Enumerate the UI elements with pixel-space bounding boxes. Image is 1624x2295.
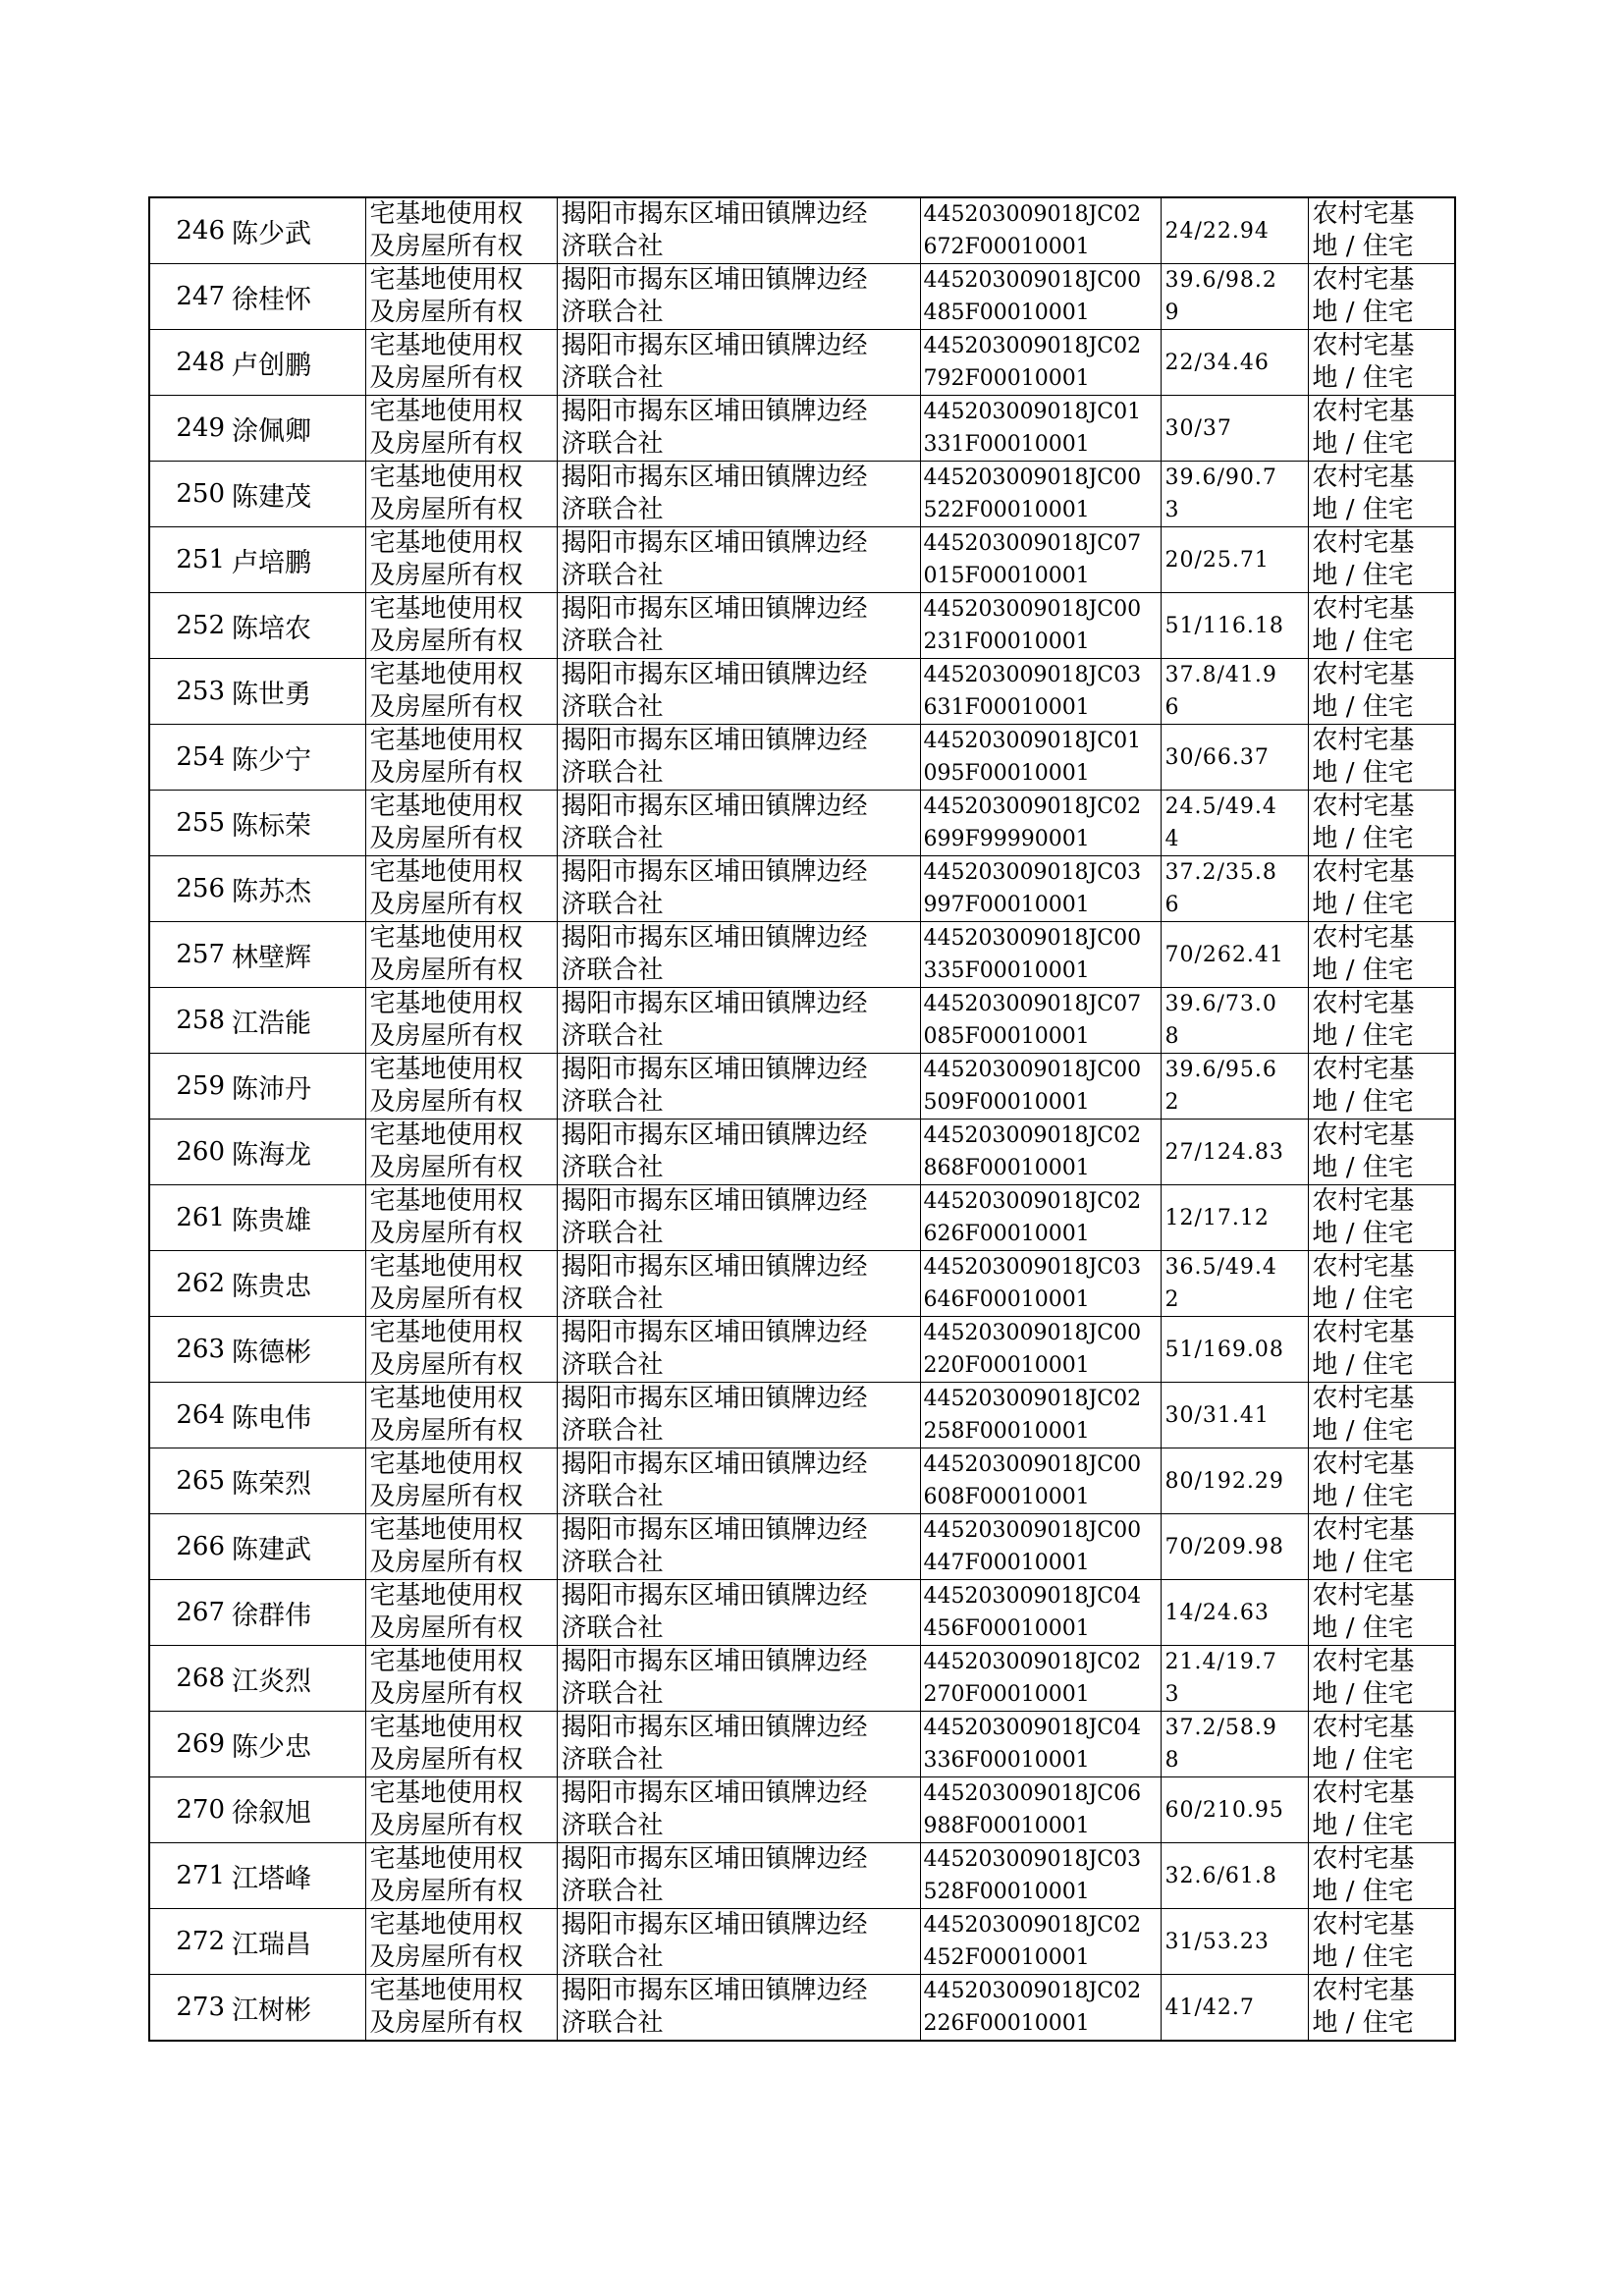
- row-number: 260: [149, 1120, 228, 1185]
- owner-name: 陈少忠: [228, 1712, 365, 1777]
- right-type: 宅基地使用权 及房屋所有权: [365, 1120, 557, 1185]
- area-value: 21.4/19.7 3: [1161, 1646, 1308, 1712]
- table-row: [149, 1054, 1455, 1120]
- owner-name: 江浩能: [228, 988, 365, 1054]
- owner-name: 陈建武: [228, 1514, 365, 1580]
- owner-name: 陈建茂: [228, 462, 365, 527]
- right-type: 宅基地使用权 及房屋所有权: [365, 264, 557, 330]
- table-row: [149, 593, 1455, 659]
- parcel-code: 445203009018JC06 988F00010001: [920, 1777, 1161, 1843]
- parcel-code: 445203009018JC01 331F00010001: [920, 396, 1161, 462]
- row-number: 257: [149, 922, 228, 988]
- owner-name: 江炎烈: [228, 1646, 365, 1712]
- collective-organization: 揭阳市揭东区埔田镇牌边经 济联合社: [557, 1514, 920, 1580]
- owner-name: 陈电伟: [228, 1383, 365, 1448]
- owner-name: 涂佩卿: [228, 396, 365, 462]
- area-value: 37.8/41.9 6: [1161, 659, 1308, 725]
- land-use: 农村宅基 地 / 住宅: [1308, 593, 1455, 659]
- right-type: 宅基地使用权 及房屋所有权: [365, 330, 557, 396]
- right-type: 宅基地使用权 及房屋所有权: [365, 1909, 557, 1975]
- land-use: 农村宅基 地 / 住宅: [1308, 1448, 1455, 1514]
- area-value: 27/124.83: [1161, 1120, 1308, 1185]
- area-value: 30/37: [1161, 396, 1308, 462]
- parcel-code: 445203009018JC02 258F00010001: [920, 1383, 1161, 1448]
- collective-organization: 揭阳市揭东区埔田镇牌边经 济联合社: [557, 1646, 920, 1712]
- land-use: 农村宅基 地 / 住宅: [1308, 330, 1455, 396]
- area-value: 37.2/58.9 8: [1161, 1712, 1308, 1777]
- table-row: [149, 1580, 1455, 1646]
- table-row: [149, 1383, 1455, 1448]
- row-number: 254: [149, 725, 228, 791]
- land-use: 农村宅基 地 / 住宅: [1308, 922, 1455, 988]
- collective-organization: 揭阳市揭东区埔田镇牌边经 济联合社: [557, 264, 920, 330]
- area-value: 39.6/73.0 8: [1161, 988, 1308, 1054]
- table-row: [149, 922, 1455, 988]
- land-use: 农村宅基 地 / 住宅: [1308, 1251, 1455, 1317]
- land-use: 农村宅基 地 / 住宅: [1308, 396, 1455, 462]
- right-type: 宅基地使用权 及房屋所有权: [365, 197, 557, 264]
- land-use: 农村宅基 地 / 住宅: [1308, 1185, 1455, 1251]
- owner-name: 陈培农: [228, 593, 365, 659]
- parcel-code: 445203009018JC02 270F00010001: [920, 1646, 1161, 1712]
- right-type: 宅基地使用权 及房屋所有权: [365, 1383, 557, 1448]
- area-value: 30/66.37: [1161, 725, 1308, 791]
- parcel-code: 445203009018JC01 095F00010001: [920, 725, 1161, 791]
- owner-name: 徐叙旭: [228, 1777, 365, 1843]
- parcel-code: 445203009018JC02 226F00010001: [920, 1975, 1161, 2042]
- parcel-code: 445203009018JC00 509F00010001: [920, 1054, 1161, 1120]
- table-row: [149, 1843, 1455, 1909]
- collective-organization: 揭阳市揭东区埔田镇牌边经 济联合社: [557, 1317, 920, 1383]
- row-number: 252: [149, 593, 228, 659]
- row-number: 273: [149, 1975, 228, 2042]
- area-value: 36.5/49.4 2: [1161, 1251, 1308, 1317]
- table-row: [149, 725, 1455, 791]
- right-type: 宅基地使用权 及房屋所有权: [365, 1251, 557, 1317]
- table-row: [149, 1448, 1455, 1514]
- right-type: 宅基地使用权 及房屋所有权: [365, 1646, 557, 1712]
- area-value: 20/25.71: [1161, 527, 1308, 593]
- collective-organization: 揭阳市揭东区埔田镇牌边经 济联合社: [557, 1975, 920, 2042]
- owner-name: 徐群伟: [228, 1580, 365, 1646]
- table-row: [149, 1777, 1455, 1843]
- area-value: 37.2/35.8 6: [1161, 856, 1308, 922]
- owner-name: 陈世勇: [228, 659, 365, 725]
- area-value: 70/262.41: [1161, 922, 1308, 988]
- land-use: 农村宅基 地 / 住宅: [1308, 856, 1455, 922]
- area-value: 12/17.12: [1161, 1185, 1308, 1251]
- registry-table: [148, 196, 1456, 2042]
- owner-name: 陈德彬: [228, 1317, 365, 1383]
- row-number: 247: [149, 264, 228, 330]
- owner-name: 徐桂怀: [228, 264, 365, 330]
- registry-table-body: [149, 197, 1455, 2041]
- parcel-code: 445203009018JC00 335F00010001: [920, 922, 1161, 988]
- area-value: 24/22.94: [1161, 197, 1308, 264]
- area-value: 60/210.95: [1161, 1777, 1308, 1843]
- right-type: 宅基地使用权 及房屋所有权: [365, 396, 557, 462]
- parcel-code: 445203009018JC03 528F00010001: [920, 1843, 1161, 1909]
- right-type: 宅基地使用权 及房屋所有权: [365, 988, 557, 1054]
- row-number: 255: [149, 791, 228, 856]
- land-use: 农村宅基 地 / 住宅: [1308, 791, 1455, 856]
- owner-name: 江塔峰: [228, 1843, 365, 1909]
- area-value: 51/116.18: [1161, 593, 1308, 659]
- collective-organization: 揭阳市揭东区埔田镇牌边经 济联合社: [557, 197, 920, 264]
- owner-name: 卢培鹏: [228, 527, 365, 593]
- table-row: [149, 856, 1455, 922]
- owner-name: 江树彬: [228, 1975, 365, 2042]
- collective-organization: 揭阳市揭东区埔田镇牌边经 济联合社: [557, 1054, 920, 1120]
- row-number: 271: [149, 1843, 228, 1909]
- right-type: 宅基地使用权 及房屋所有权: [365, 1843, 557, 1909]
- table-row: [149, 527, 1455, 593]
- area-value: 14/24.63: [1161, 1580, 1308, 1646]
- land-use: 农村宅基 地 / 住宅: [1308, 1383, 1455, 1448]
- land-use: 农村宅基 地 / 住宅: [1308, 725, 1455, 791]
- land-use: 农村宅基 地 / 住宅: [1308, 1054, 1455, 1120]
- parcel-code: 445203009018JC00 447F00010001: [920, 1514, 1161, 1580]
- land-use: 农村宅基 地 / 住宅: [1308, 1317, 1455, 1383]
- table-row: [149, 659, 1455, 725]
- land-use: 农村宅基 地 / 住宅: [1308, 659, 1455, 725]
- land-use: 农村宅基 地 / 住宅: [1308, 1843, 1455, 1909]
- land-use: 农村宅基 地 / 住宅: [1308, 1975, 1455, 2042]
- collective-organization: 揭阳市揭东区埔田镇牌边经 济联合社: [557, 1777, 920, 1843]
- collective-organization: 揭阳市揭东区埔田镇牌边经 济联合社: [557, 527, 920, 593]
- land-use: 农村宅基 地 / 住宅: [1308, 1777, 1455, 1843]
- row-number: 272: [149, 1909, 228, 1975]
- right-type: 宅基地使用权 及房屋所有权: [365, 1712, 557, 1777]
- parcel-code: 445203009018JC02 699F99990001: [920, 791, 1161, 856]
- owner-name: 陈少武: [228, 197, 365, 264]
- right-type: 宅基地使用权 及房屋所有权: [365, 1317, 557, 1383]
- area-value: 39.6/95.6 2: [1161, 1054, 1308, 1120]
- table-row: [149, 791, 1455, 856]
- right-type: 宅基地使用权 及房屋所有权: [365, 1975, 557, 2042]
- row-number: 256: [149, 856, 228, 922]
- right-type: 宅基地使用权 及房屋所有权: [365, 1448, 557, 1514]
- collective-organization: 揭阳市揭东区埔田镇牌边经 济联合社: [557, 1185, 920, 1251]
- land-use: 农村宅基 地 / 住宅: [1308, 1909, 1455, 1975]
- row-number: 265: [149, 1448, 228, 1514]
- parcel-code: 445203009018JC03 646F00010001: [920, 1251, 1161, 1317]
- collective-organization: 揭阳市揭东区埔田镇牌边经 济联合社: [557, 725, 920, 791]
- row-number: 258: [149, 988, 228, 1054]
- table-row: [149, 462, 1455, 527]
- area-value: 70/209.98: [1161, 1514, 1308, 1580]
- table-row: [149, 396, 1455, 462]
- row-number: 251: [149, 527, 228, 593]
- table-row: [149, 197, 1455, 264]
- right-type: 宅基地使用权 及房屋所有权: [365, 659, 557, 725]
- parcel-code: 445203009018JC03 631F00010001: [920, 659, 1161, 725]
- parcel-code: 445203009018JC02 672F00010001: [920, 197, 1161, 264]
- collective-organization: 揭阳市揭东区埔田镇牌边经 济联合社: [557, 1120, 920, 1185]
- right-type: 宅基地使用权 及房屋所有权: [365, 1514, 557, 1580]
- owner-name: 陈苏杰: [228, 856, 365, 922]
- parcel-code: 445203009018JC00 608F00010001: [920, 1448, 1161, 1514]
- land-use: 农村宅基 地 / 住宅: [1308, 988, 1455, 1054]
- collective-organization: 揭阳市揭东区埔田镇牌边经 济联合社: [557, 396, 920, 462]
- parcel-code: 445203009018JC02 626F00010001: [920, 1185, 1161, 1251]
- collective-organization: 揭阳市揭东区埔田镇牌边经 济联合社: [557, 791, 920, 856]
- row-number: 259: [149, 1054, 228, 1120]
- land-use: 农村宅基 地 / 住宅: [1308, 1580, 1455, 1646]
- area-value: 22/34.46: [1161, 330, 1308, 396]
- owner-name: 陈贵忠: [228, 1251, 365, 1317]
- table-row: [149, 1975, 1455, 2042]
- collective-organization: 揭阳市揭东区埔田镇牌边经 济联合社: [557, 1580, 920, 1646]
- parcel-code: 445203009018JC07 015F00010001: [920, 527, 1161, 593]
- land-use: 农村宅基 地 / 住宅: [1308, 1712, 1455, 1777]
- parcel-code: 445203009018JC00 485F00010001: [920, 264, 1161, 330]
- table-row: [149, 1317, 1455, 1383]
- collective-organization: 揭阳市揭东区埔田镇牌边经 济联合社: [557, 988, 920, 1054]
- collective-organization: 揭阳市揭东区埔田镇牌边经 济联合社: [557, 1843, 920, 1909]
- row-number: 261: [149, 1185, 228, 1251]
- land-use: 农村宅基 地 / 住宅: [1308, 197, 1455, 264]
- table-row: [149, 1712, 1455, 1777]
- table-row: [149, 1251, 1455, 1317]
- parcel-code: 445203009018JC04 336F00010001: [920, 1712, 1161, 1777]
- row-number: 249: [149, 396, 228, 462]
- area-value: 24.5/49.4 4: [1161, 791, 1308, 856]
- collective-organization: 揭阳市揭东区埔田镇牌边经 济联合社: [557, 1383, 920, 1448]
- area-value: 80/192.29: [1161, 1448, 1308, 1514]
- owner-name: 陈海龙: [228, 1120, 365, 1185]
- right-type: 宅基地使用权 及房屋所有权: [365, 725, 557, 791]
- collective-organization: 揭阳市揭东区埔田镇牌边经 济联合社: [557, 922, 920, 988]
- right-type: 宅基地使用权 及房屋所有权: [365, 527, 557, 593]
- row-number: 266: [149, 1514, 228, 1580]
- right-type: 宅基地使用权 及房屋所有权: [365, 856, 557, 922]
- owner-name: 江瑞昌: [228, 1909, 365, 1975]
- table-row: [149, 1120, 1455, 1185]
- land-use: 农村宅基 地 / 住宅: [1308, 264, 1455, 330]
- collective-organization: 揭阳市揭东区埔田镇牌边经 济联合社: [557, 593, 920, 659]
- right-type: 宅基地使用权 及房屋所有权: [365, 462, 557, 527]
- owner-name: 陈荣烈: [228, 1448, 365, 1514]
- land-use: 农村宅基 地 / 住宅: [1308, 1646, 1455, 1712]
- collective-organization: 揭阳市揭东区埔田镇牌边经 济联合社: [557, 659, 920, 725]
- owner-name: 卢创鹏: [228, 330, 365, 396]
- owner-name: 陈沛丹: [228, 1054, 365, 1120]
- area-value: 30/31.41: [1161, 1383, 1308, 1448]
- owner-name: 林壁辉: [228, 922, 365, 988]
- table-row: [149, 1909, 1455, 1975]
- land-use: 农村宅基 地 / 住宅: [1308, 527, 1455, 593]
- parcel-code: 445203009018JC03 997F00010001: [920, 856, 1161, 922]
- row-number: 263: [149, 1317, 228, 1383]
- parcel-code: 445203009018JC07 085F00010001: [920, 988, 1161, 1054]
- row-number: 250: [149, 462, 228, 527]
- row-number: 246: [149, 197, 228, 264]
- owner-name: 陈标荣: [228, 791, 365, 856]
- land-use: 农村宅基 地 / 住宅: [1308, 462, 1455, 527]
- table-row: [149, 330, 1455, 396]
- table-row: [149, 1185, 1455, 1251]
- row-number: 270: [149, 1777, 228, 1843]
- table-row: [149, 264, 1455, 330]
- table-row: [149, 1514, 1455, 1580]
- land-use: 农村宅基 地 / 住宅: [1308, 1120, 1455, 1185]
- right-type: 宅基地使用权 及房屋所有权: [365, 1054, 557, 1120]
- row-number: 253: [149, 659, 228, 725]
- collective-organization: 揭阳市揭东区埔田镇牌边经 济联合社: [557, 1909, 920, 1975]
- right-type: 宅基地使用权 及房屋所有权: [365, 1580, 557, 1646]
- row-number: 262: [149, 1251, 228, 1317]
- table-row: [149, 988, 1455, 1054]
- parcel-code: 445203009018JC00 220F00010001: [920, 1317, 1161, 1383]
- parcel-code: 445203009018JC02 868F00010001: [920, 1120, 1161, 1185]
- parcel-code: 445203009018JC02 452F00010001: [920, 1909, 1161, 1975]
- area-value: 39.6/98.2 9: [1161, 264, 1308, 330]
- collective-organization: 揭阳市揭东区埔田镇牌边经 济联合社: [557, 856, 920, 922]
- row-number: 269: [149, 1712, 228, 1777]
- right-type: 宅基地使用权 及房屋所有权: [365, 922, 557, 988]
- area-value: 32.6/61.8: [1161, 1843, 1308, 1909]
- collective-organization: 揭阳市揭东区埔田镇牌边经 济联合社: [557, 330, 920, 396]
- owner-name: 陈贵雄: [228, 1185, 365, 1251]
- row-number: 248: [149, 330, 228, 396]
- area-value: 39.6/90.7 3: [1161, 462, 1308, 527]
- parcel-code: 445203009018JC04 456F00010001: [920, 1580, 1161, 1646]
- collective-organization: 揭阳市揭东区埔田镇牌边经 济联合社: [557, 462, 920, 527]
- right-type: 宅基地使用权 及房屋所有权: [365, 1777, 557, 1843]
- table-row: [149, 1646, 1455, 1712]
- owner-name: 陈少宁: [228, 725, 365, 791]
- collective-organization: 揭阳市揭东区埔田镇牌边经 济联合社: [557, 1251, 920, 1317]
- parcel-code: 445203009018JC02 792F00010001: [920, 330, 1161, 396]
- land-use: 农村宅基 地 / 住宅: [1308, 1514, 1455, 1580]
- parcel-code: 445203009018JC00 522F00010001: [920, 462, 1161, 527]
- area-value: 51/169.08: [1161, 1317, 1308, 1383]
- row-number: 264: [149, 1383, 228, 1448]
- area-value: 31/53.23: [1161, 1909, 1308, 1975]
- row-number: 267: [149, 1580, 228, 1646]
- right-type: 宅基地使用权 及房屋所有权: [365, 1185, 557, 1251]
- row-number: 268: [149, 1646, 228, 1712]
- collective-organization: 揭阳市揭东区埔田镇牌边经 济联合社: [557, 1712, 920, 1777]
- right-type: 宅基地使用权 及房屋所有权: [365, 791, 557, 856]
- collective-organization: 揭阳市揭东区埔田镇牌边经 济联合社: [557, 1448, 920, 1514]
- area-value: 41/42.7: [1161, 1975, 1308, 2042]
- right-type: 宅基地使用权 及房屋所有权: [365, 593, 557, 659]
- parcel-code: 445203009018JC00 231F00010001: [920, 593, 1161, 659]
